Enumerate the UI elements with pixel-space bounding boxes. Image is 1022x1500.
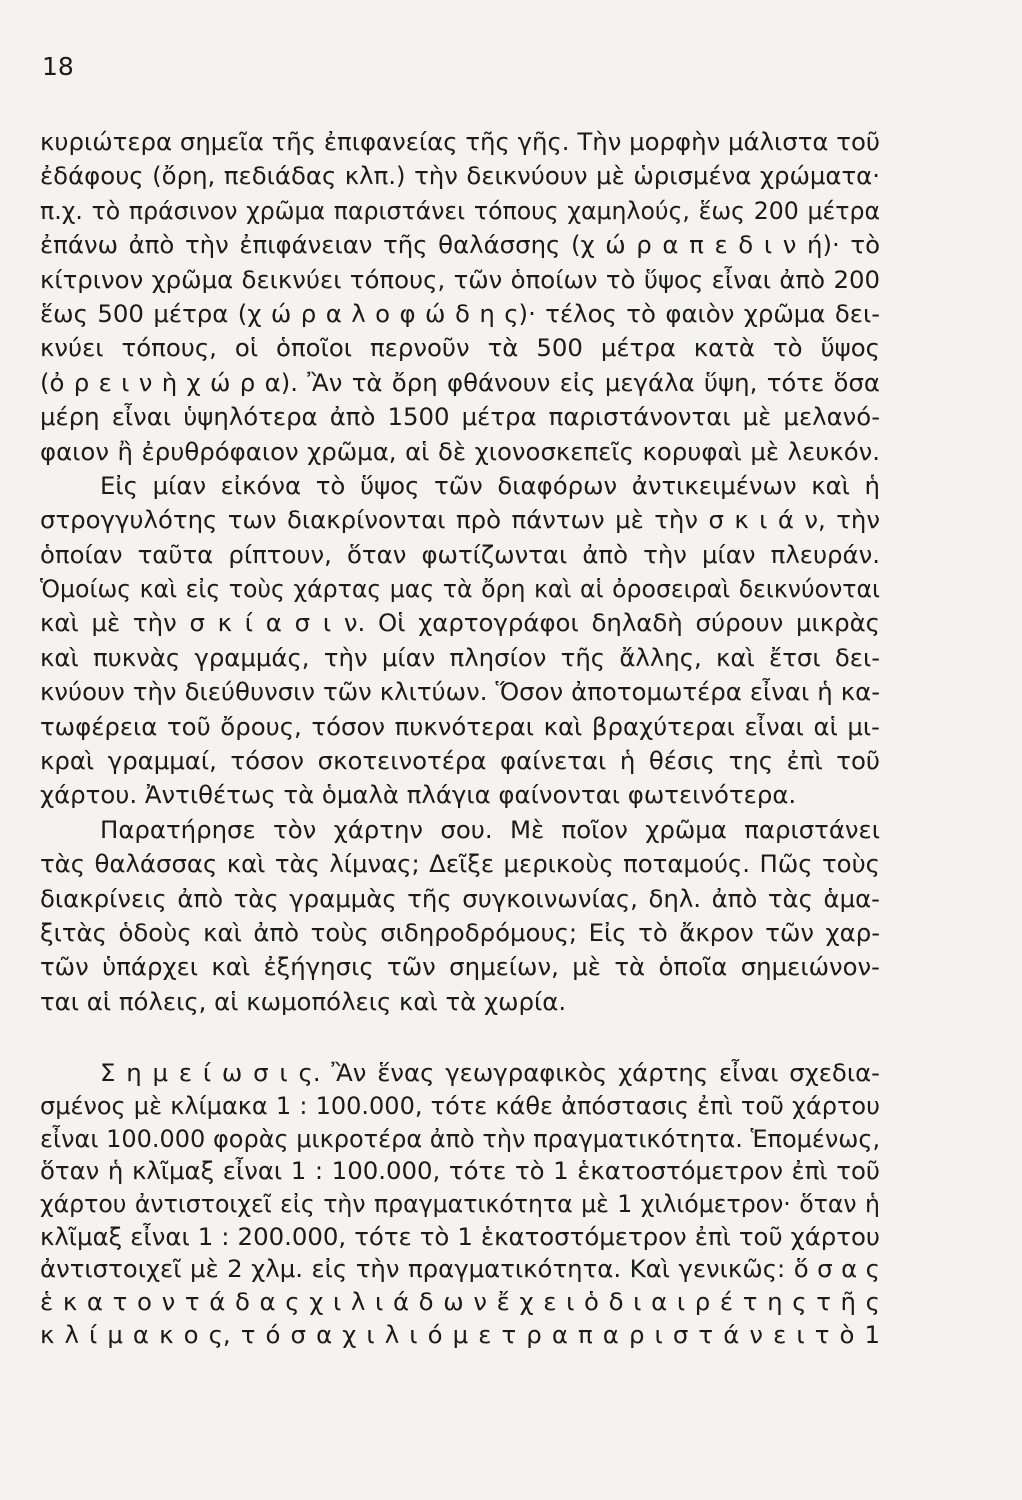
text-line: κυριώτερα σημεῖα τῆς ἐπιφανείας τῆς γῆς. Τὴν μορφὴν μάλιστα τοῦ xyxy=(40,127,880,156)
text-line: π.χ. τὸ πράσινον χρῶμα παριστάνει τόπους χαμηλούς, ἕως 200 μέτρα xyxy=(40,196,880,225)
paragraph-shading xyxy=(40,469,880,813)
body-text xyxy=(40,125,880,1351)
text-line: χάρτου ἀντιστοιχεῖ εἰς τὴν πραγματικότητα μὲ 1 χιλιόμετρον· ὅταν ἡ xyxy=(40,1189,880,1218)
text-line: Παρατήρησε τὸν χάρτην σου. Μὲ ποῖον χρῶμα παριστάνει xyxy=(100,814,880,844)
text-line: τὰς θαλάσσας καὶ τὰς λίμνας; Δεῖξε μερικοὺς ποταμούς. Πῶς τοὺς xyxy=(40,849,880,879)
text-line: μέρη εἶναι ὑψηλότερα ἀπὸ 1500 μέτρα παριστάνονται μὲ μελανό- xyxy=(40,402,880,432)
text-line: Ὁμοίως καὶ εἰς τοὺς χάρτας μας τὰ ὄρη καὶ αἱ ὀροσειραὶ δεικνύονται xyxy=(40,575,880,604)
text-line: κνύει τόπους, οἱ ὁποῖοι περνοῦν τὰ 500 μέτρα κατὰ τὸ ὕψος xyxy=(40,333,880,363)
text-line: φαιον ἢ ἐρυθρόφαιον χρῶμα, αἱ δὲ χιονοσκεπεῖς κορυφαὶ μὲ λευκόν. xyxy=(40,436,880,466)
text-line: ξιτὰς ὁδοὺς καὶ ἀπὸ τοὺς σιδηροδρόμους; Εἰς τὸ ἄκρον τῶν χαρ- xyxy=(40,917,880,947)
text-line: εἶναι 100.000 φορὰς μικροτέρα ἀπὸ τὴν πραγματικότητα. Ἑπομένως, xyxy=(40,1124,881,1153)
text-line: ται αἱ πόλεις, αἱ κωμοπόλεις καὶ τὰ χωρία. xyxy=(40,986,567,1016)
paragraph-gap xyxy=(40,1019,880,1057)
text-line: ὅταν ἡ κλῖμαξ εἶναι 1 : 100.000, τότε τὸ 1 ἑκατοστόμετρον ἐπὶ τοῦ xyxy=(40,1156,880,1186)
text-line: κραὶ γραμμαί, τόσον σκοτεινοτέρα φαίνεται ἡ θέσις της ἐπὶ τοῦ xyxy=(40,746,880,776)
text-line: κίτρινον χρῶμα δεικνύει τόπους, τῶν ὁποίων τὸ ὕψος εἶναι ἀπὸ 200 xyxy=(40,264,880,294)
page-number: 18 xyxy=(42,52,74,81)
text-line: στρογγυλότης των διακρίνονται πρὸ πάντων μὲ τὴν σ κ ι ά ν, τὴν xyxy=(40,505,880,535)
text-line: Σ η μ ε ί ω σ ι ς. Ἂν ἕνας γεωγραφικὸς χάρτης εἶναι σχεδια- xyxy=(100,1058,880,1088)
paragraph-map-colors xyxy=(40,125,880,469)
text-line: ἕως 500 μέτρα (χ ώ ρ α λ ο φ ώ δ η ς)· τέλος τὸ φαιὸν χρῶμα δει- xyxy=(40,298,880,328)
text-line: χάρτου. Ἀντιθέτως τὰ ὁμαλὰ πλάγια φαίνονται φωτεινότερα. xyxy=(40,780,797,810)
text-line: κλῖμαξ εἶναι 1 : 200.000, τότε τὸ 1 ἑκατοστόμετρον ἐπὶ τοῦ χάρτου xyxy=(40,1221,880,1251)
text-line: ἑ κ α τ ο ν τ ά δ α ς χ ι λ ι ά δ ω ν ἔ χ ε ι ὁ δ ι α ι ρ έ τ η ς τ ῆ ς xyxy=(40,1286,880,1316)
text-line: καὶ μὲ τὴν σ κ ί α σ ι ν. Οἱ χαρτογράφοι δηλαδὴ σύρουν μικρὰς xyxy=(40,608,880,638)
text-line: ἐπάνω ἀπὸ τὴν ἐπιφάνειαν τῆς θαλάσσης (χ ώ ρ α π ε δ ι ν ή)· τὸ xyxy=(40,230,880,260)
paragraph-exercise xyxy=(40,813,880,1019)
text-line: (ὀ ρ ε ι ν ὴ χ ώ ρ α). Ἂν τὰ ὄρη φθάνουν εἰς μεγάλα ὕψη, τότε ὅσα xyxy=(40,367,880,397)
text-line: τῶν ὑπάρχει καὶ ἐξήγησις τῶν σημείων, μὲ τὰ ὁποῖα σημειώνον- xyxy=(40,952,880,982)
text-line: τωφέρεια τοῦ ὄρους, τόσον πυκνότεραι καὶ βραχύτεραι εἶναι αἱ μι- xyxy=(40,711,880,741)
text-line: ὁποίαν ταῦτα ρίπτουν, ὅταν φωτίζωνται ἀπὸ τὴν μίαν πλευράν. xyxy=(40,539,880,569)
text-line: ἀντιστοιχεῖ μὲ 2 χλμ. εἰς τὴν πραγματικότητα. Καὶ γενικῶς: ὅ σ α ς xyxy=(40,1254,880,1284)
text-line: Εἰς μίαν εἰκόνα τὸ ὕψος τῶν διαφόρων ἀντικειμένων καὶ ἡ xyxy=(100,470,880,500)
text-line: κνύουν τὴν διεύθυνσιν τῶν κλιτύων. Ὅσον ἀποτομωτέρα εἶναι ἡ κα- xyxy=(40,677,880,707)
text-line: ἐδάφους (ὄρη, πεδιάδας κλπ.) τὴν δεικνύουν μὲ ὡρισμένα χρώματα· xyxy=(40,161,880,191)
paragraph-note xyxy=(40,1057,880,1351)
text-line: σμένος μὲ κλίμακα 1 : 100.000, τότε κάθε ἀπόστασις ἐπὶ τοῦ χάρτου xyxy=(40,1091,880,1120)
text-line: κ λ ί μ α κ ο ς, τ ό σ α χ ι λ ι ό μ ε τ ρ α π α ρ ι σ τ ά ν ε ι τ ὸ 1 xyxy=(40,1319,880,1349)
text-line: καὶ πυκνὰς γραμμάς, τὴν μίαν πλησίον τῆς ἄλλης, καὶ ἔτσι δει- xyxy=(40,642,880,672)
text-line: διακρίνεις ἀπὸ τὰς γραμμὰς τῆς συγκοινωνίας, δηλ. ἀπὸ τὰς ἁμα- xyxy=(40,883,880,913)
